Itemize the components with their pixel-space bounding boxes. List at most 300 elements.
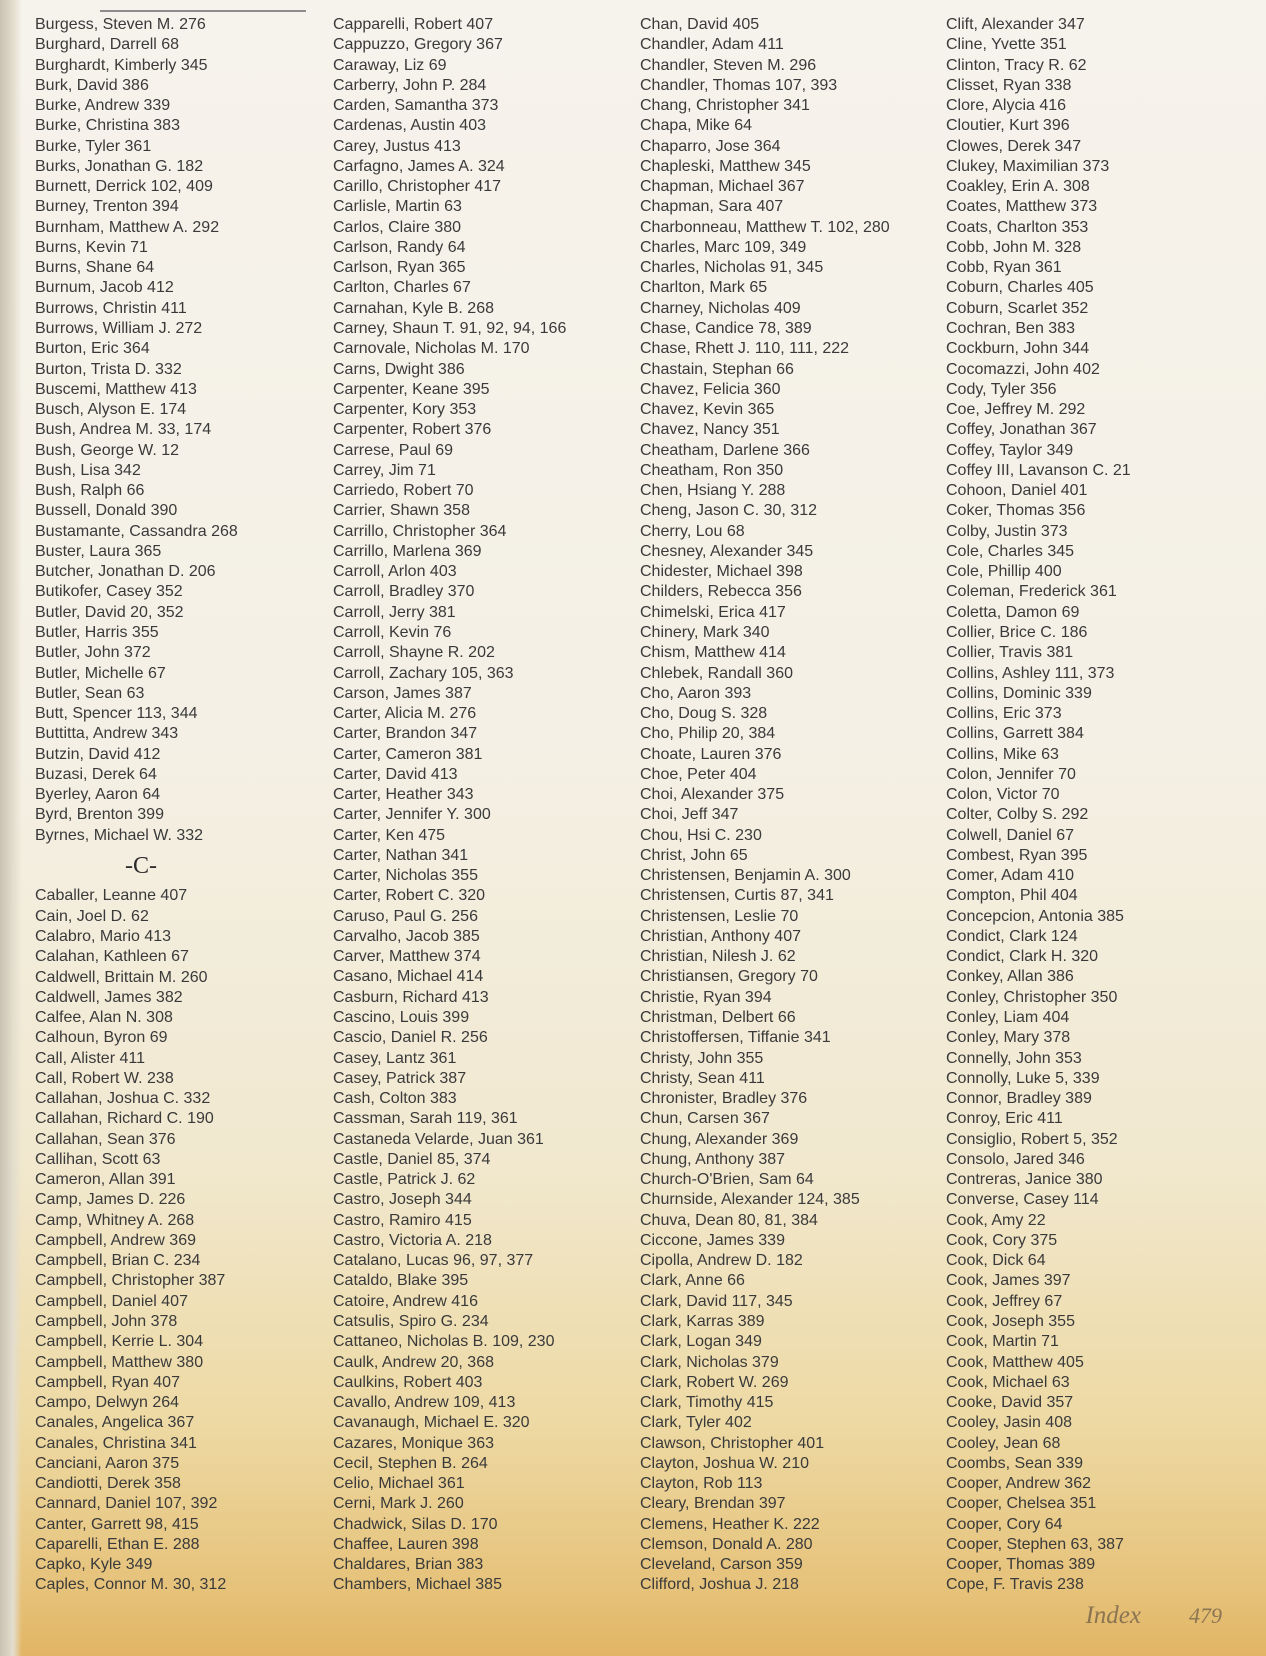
index-entry: Burney, Trenton 394	[35, 198, 179, 216]
index-entry: Butler, David 20, 352	[35, 603, 184, 621]
index-entry: Clift, Alexander 347	[946, 16, 1085, 33]
index-entry: Carpenter, Kory 353	[333, 401, 477, 419]
index-entry: Choi, Jeff 347	[640, 806, 739, 824]
index-entry: Carnahan, Kyle B. 268	[333, 299, 494, 317]
index-entry: Callahan, Joshua C. 332	[35, 1090, 211, 1108]
index-entry: Caldwell, James 382	[35, 988, 183, 1006]
index-entry: Butler, Michelle 67	[35, 664, 166, 682]
index-entry: Cooley, Jean 68	[946, 1434, 1061, 1452]
index-entry: Cherry, Lou 68	[640, 522, 745, 540]
index-entry: Campbell, Christopher 387	[35, 1272, 226, 1290]
index-entry: Clark, David 117, 345	[640, 1292, 793, 1310]
index-entry: Cleary, Brendan 397	[640, 1495, 786, 1513]
index-entry: Carrillo, Christopher 364	[333, 522, 507, 540]
index-entry: Chronister, Bradley 376	[640, 1090, 808, 1108]
index-entry: Chung, Anthony 387	[640, 1150, 786, 1168]
index-entry: Coburn, Scarlet 352	[946, 299, 1089, 317]
index-entry: Cook, Joseph 355	[946, 1313, 1075, 1330]
index-entry: Butcher, Jonathan D. 206	[35, 563, 216, 581]
index-entry: Carlos, Claire 380	[333, 218, 462, 236]
index-entry: Carrier, Shawn 358	[333, 502, 470, 520]
index-entry: Chavez, Felicia 360	[640, 380, 781, 398]
index-entry: Carrillo, Marlena 369	[333, 542, 482, 560]
index-entry: Chandler, Adam 411	[640, 36, 784, 54]
index-entry: Coffey, Jonathan 367	[946, 421, 1097, 439]
index-entry: Clark, Tyler 402	[640, 1414, 752, 1432]
index-entry: Conley, Christopher 350	[946, 988, 1118, 1006]
index-entry: Camp, Whitney A. 268	[35, 1211, 195, 1229]
index-entry: Clemens, Heather K. 222	[640, 1515, 820, 1533]
index-entry: Carter, Robert C. 320	[333, 887, 486, 905]
index-entry: Caulkins, Robert 403	[333, 1373, 483, 1391]
page-footer	[1085, 1602, 1222, 1630]
index-entry: Butzin, David 412	[35, 745, 161, 763]
index-entry: Chidester, Michael 398	[640, 563, 803, 581]
index-entry: Carter, Nicholas 355	[333, 867, 478, 885]
index-entry: Cho, Aaron 393	[640, 684, 752, 702]
index-entry: Chapleski, Matthew 345	[640, 157, 811, 175]
index-entry: Colwell, Daniel 67	[946, 826, 1075, 844]
index-entry: Carroll, Shayne R. 202	[333, 644, 495, 662]
index-entry: Burrows, William J. 272	[35, 319, 203, 337]
index-entry: Burks, Jonathan G. 182	[35, 157, 204, 175]
index-entry: Cook, Dick 64	[946, 1252, 1046, 1270]
index-entry: Condict, Clark H. 320	[946, 948, 1099, 966]
index-entry: Call, Alister 411	[35, 1049, 145, 1067]
index-entry: Carriedo, Robert 70	[333, 482, 474, 500]
index-entry: Coates, Matthew 373	[946, 198, 1098, 216]
index-entry: Bush, Lisa 342	[35, 461, 141, 479]
index-entry: Collier, Brice C. 186	[946, 623, 1088, 641]
index-entry: Burnett, Derrick 102, 409	[35, 178, 213, 196]
index-entry: Cheatham, Darlene 366	[640, 441, 810, 459]
index-entry: Conley, Liam 404	[946, 1009, 1070, 1027]
index-entry: Carlson, Ryan 365	[333, 259, 466, 277]
index-entry: Chandler, Thomas 107, 393	[640, 76, 838, 94]
index-entry: Buttitta, Andrew 343	[35, 725, 179, 743]
index-entry: Collins, Eric 373	[946, 705, 1062, 723]
index-entry: Chan, David 405	[640, 16, 760, 33]
index-column-3	[640, 15, 940, 1596]
index-entry: Carter, Ken 475	[333, 826, 446, 844]
index-entry: Chaparro, Jose 364	[640, 137, 781, 155]
index-entry: Burnum, Jacob 412	[35, 279, 174, 297]
index-entry: Carvalho, Jacob 385	[333, 927, 480, 945]
index-entry: Comer, Adam 410	[946, 867, 1075, 885]
index-entry: Coffey, Taylor 349	[946, 441, 1074, 459]
index-entry: Chambers, Michael 385	[333, 1576, 502, 1594]
index-column-4	[946, 15, 1246, 1596]
index-entry: Carroll, Bradley 370	[333, 583, 475, 601]
index-entry: Christoffersen, Tiffanie 341	[640, 1029, 831, 1047]
index-entry: Collins, Ashley 111, 373	[946, 664, 1115, 682]
index-entry: Celio, Michael 361	[333, 1475, 465, 1493]
index-entry: Butler, Harris 355	[35, 623, 159, 641]
index-entry: Canciani, Aaron 375	[35, 1454, 180, 1472]
index-entry: Christy, Sean 411	[640, 1069, 765, 1087]
index-entry: Concepcion, Antonia 385	[946, 907, 1124, 925]
index-entry: Bush, George W. 12	[35, 441, 180, 459]
index-entry: Cope, F. Travis 238	[946, 1576, 1084, 1594]
index-entry: Cho, Doug S. 328	[640, 705, 768, 723]
index-entry: Cole, Phillip 400	[946, 563, 1062, 581]
index-entry: Cecil, Stephen B. 264	[333, 1454, 488, 1472]
index-entry: Carter, David 413	[333, 765, 458, 783]
index-entry: Clemson, Donald A. 280	[640, 1535, 813, 1553]
index-entry: Clukey, Maximilian 373	[946, 157, 1110, 175]
index-entry: Catsulis, Spiro G. 234	[333, 1313, 489, 1330]
index-entry: Cheatham, Ron 350	[640, 461, 784, 479]
index-entry: Coleman, Frederick 361	[946, 583, 1117, 601]
index-entry: Charles, Marc 109, 349	[640, 238, 807, 256]
index-entry: Byerley, Aaron 64	[35, 786, 161, 804]
index-entry: Chang, Christopher 341	[640, 97, 810, 115]
index-entry: Busch, Alyson E. 174	[35, 401, 187, 419]
index-entry: Collier, Travis 381	[946, 644, 1074, 662]
index-entry: Cooper, Andrew 362	[946, 1475, 1091, 1493]
index-entry: Coker, Thomas 356	[946, 502, 1086, 520]
index-entry: Casburn, Richard 413	[333, 988, 489, 1006]
index-entry: Colby, Justin 373	[946, 522, 1068, 540]
index-entry: Cappuzzo, Gregory 367	[333, 36, 503, 54]
index-entry: Combest, Ryan 395	[946, 846, 1088, 864]
index-entry: Burghardt, Kimberly 345	[35, 56, 208, 74]
index-entry: Churnside, Alexander 124, 385	[640, 1191, 860, 1209]
index-entry: Castro, Joseph 344	[333, 1191, 472, 1209]
index-entry: Coletta, Damon 69	[946, 603, 1080, 621]
page-binding-shadow	[0, 0, 22, 1656]
index-entry: Carter, Alicia M. 276	[333, 705, 477, 723]
footer-label: Index	[1085, 1602, 1141, 1629]
index-entry: Connor, Bradley 389	[946, 1090, 1092, 1108]
index-entry: Cooke, David 357	[946, 1394, 1074, 1412]
index-entry: Callahan, Sean 376	[35, 1130, 176, 1148]
index-entry: Burton, Eric 364	[35, 340, 150, 358]
index-entry: Contreras, Janice 380	[946, 1171, 1103, 1189]
index-entry: Collins, Garrett 384	[946, 725, 1084, 743]
page-number: 479	[1189, 1603, 1222, 1628]
index-entry: Clayton, Rob 113	[640, 1475, 763, 1493]
index-entry: Carey, Justus 413	[333, 137, 461, 155]
index-entry: Carroll, Zachary 105, 363	[333, 664, 514, 682]
index-entry: Chen, Hsiang Y. 288	[640, 482, 786, 500]
index-entry: Chimelski, Erica 417	[640, 603, 786, 621]
index-entry: Carney, Shaun T. 91, 92, 94, 166	[333, 319, 567, 337]
index-entry: Burton, Trista D. 332	[35, 360, 182, 378]
index-entry: Colon, Jennifer 70	[946, 765, 1076, 783]
index-entry: Chavez, Nancy 351	[640, 421, 780, 439]
index-entry: Cain, Joel D. 62	[35, 907, 149, 925]
index-entry: Buscemi, Matthew 413	[35, 380, 197, 398]
index-entry: Chase, Rhett J. 110, 111, 222	[640, 340, 850, 358]
index-entry: Cook, Cory 375	[946, 1231, 1058, 1249]
index-entry: Choi, Alexander 375	[640, 786, 785, 804]
index-entry: Cockburn, John 344	[946, 340, 1090, 358]
index-entry: Cattaneo, Nicholas B. 109, 230	[333, 1333, 555, 1351]
index-entry: Carfagno, James A. 324	[333, 157, 505, 175]
index-entry: Canales, Christina 341	[35, 1434, 197, 1452]
index-entry: Chapa, Mike 64	[640, 117, 753, 135]
index-entry: Castro, Ramiro 415	[333, 1211, 472, 1229]
index-entry: Cooper, Thomas 389	[946, 1556, 1096, 1574]
index-entry: Charbonneau, Matthew T. 102, 280	[640, 218, 890, 236]
index-entry: Cameron, Allan 391	[35, 1171, 176, 1189]
index-entry: Cascino, Louis 399	[333, 1009, 470, 1027]
index-entry: Chaldares, Brian 383	[333, 1556, 484, 1574]
index-entry: Callahan, Richard C. 190	[35, 1110, 214, 1128]
section-letter-heading: -C-	[125, 852, 157, 879]
index-entry: Christensen, Curtis 87, 341	[640, 887, 834, 905]
index-entry: Calfee, Alan N. 308	[35, 1009, 173, 1027]
index-entry: Carter, Nathan 341	[333, 846, 469, 864]
index-entry: Chung, Alexander 369	[640, 1130, 799, 1148]
index-entry: Christ, John 65	[640, 846, 748, 864]
index-entry: Cloutier, Kurt 396	[946, 117, 1070, 135]
index-entry: Connolly, Luke 5, 339	[946, 1069, 1100, 1087]
index-entry: Coffey III, Lavanson C. 21	[946, 461, 1131, 479]
index-entry: Clark, Karras 389	[640, 1313, 765, 1330]
index-entry: Cavallo, Andrew 109, 413	[333, 1394, 516, 1412]
index-entry: Christiansen, Gregory 70	[640, 968, 818, 986]
index-entry: Clifford, Joshua J. 218	[640, 1576, 799, 1594]
index-entry: Carpenter, Robert 376	[333, 421, 492, 439]
index-entry: Clark, Nicholas 379	[640, 1353, 779, 1371]
index-entry: Church-O'Brien, Sam 64	[640, 1171, 814, 1189]
index-entry: Caulk, Andrew 20, 368	[333, 1353, 494, 1371]
index-entry: Carlson, Randy 64	[333, 238, 466, 256]
index-entry: Cataldo, Blake 395	[333, 1272, 469, 1290]
index-entry: Chapman, Michael 367	[640, 178, 805, 196]
index-entry: Chun, Carsen 367	[640, 1110, 770, 1128]
index-entry: Cocomazzi, John 402	[946, 360, 1100, 378]
index-entry: Coombs, Sean 339	[946, 1454, 1083, 1472]
index-column-2	[333, 15, 633, 1596]
index-entry: Cassman, Sarah 119, 361	[333, 1110, 518, 1128]
index-entry: Carson, James 387	[333, 684, 472, 702]
index-entry: Collins, Mike 63	[946, 745, 1059, 763]
index-entry: Castle, Daniel 85, 374	[333, 1150, 491, 1168]
index-entry: Carlisle, Martin 63	[333, 198, 462, 216]
index-entry: Cooley, Jasin 408	[946, 1414, 1072, 1432]
index-entry: Cooper, Chelsea 351	[946, 1495, 1097, 1513]
index-entry: Carter, Heather 343	[333, 786, 474, 804]
index-entry: Converse, Casey 114	[946, 1191, 1099, 1209]
index-entry: Burns, Shane 64	[35, 259, 155, 277]
index-entry: Calabro, Mario 413	[35, 927, 172, 945]
index-entry: Buster, Laura 365	[35, 542, 162, 560]
index-entry: Burghard, Darrell 68	[35, 36, 180, 54]
index-column-1	[35, 15, 335, 1596]
index-entry: Cerni, Mark J. 260	[333, 1495, 464, 1513]
index-entry: Catalano, Lucas 96, 97, 377	[333, 1252, 534, 1270]
index-entry: Christman, Delbert 66	[640, 1009, 796, 1027]
index-entry: Cole, Charles 345	[946, 542, 1075, 560]
index-entry: Cash, Colton 383	[333, 1090, 457, 1108]
index-entry: Cobb, Ryan 361	[946, 259, 1062, 277]
index-entry: Burrows, Christin 411	[35, 299, 187, 317]
index-entry: Calahan, Kathleen 67	[35, 948, 189, 966]
index-entry: Candiotti, Derek 358	[35, 1475, 181, 1493]
index-entry: Castaneda Velarde, Juan 361	[333, 1130, 544, 1148]
index-entry: Burke, Tyler 361	[35, 137, 152, 155]
index-entry: Cook, James 397	[946, 1272, 1071, 1290]
index-entry: Choate, Lauren 376	[640, 745, 782, 763]
index-entry: Cody, Tyler 356	[946, 380, 1057, 398]
index-entry: Clark, Robert W. 269	[640, 1373, 789, 1391]
index-entry: Cohoon, Daniel 401	[946, 482, 1088, 500]
index-entry: Chadwick, Silas D. 170	[333, 1515, 498, 1533]
index-entry: Clinton, Tracy R. 62	[946, 56, 1087, 74]
index-entry: Campbell, Daniel 407	[35, 1292, 188, 1310]
index-entry: Choe, Peter 404	[640, 765, 757, 783]
index-entry: Catoire, Andrew 416	[333, 1292, 478, 1310]
index-entry: Clowes, Derek 347	[946, 137, 1082, 155]
index-entry: Conroy, Eric 411	[946, 1110, 1063, 1128]
index-entry: Colter, Colby S. 292	[946, 806, 1089, 824]
index-entry: Call, Robert W. 238	[35, 1069, 174, 1087]
index-entry: Campbell, Ryan 407	[35, 1373, 180, 1391]
index-entry: Cavanaugh, Michael E. 320	[333, 1414, 530, 1432]
index-entry: Charlton, Mark 65	[640, 279, 768, 297]
index-entry: Carter, Jennifer Y. 300	[333, 806, 491, 824]
index-entry: Clark, Timothy 415	[640, 1394, 774, 1412]
index-entry: Bush, Ralph 66	[35, 482, 145, 500]
index-entry: Chastain, Stephan 66	[640, 360, 794, 378]
index-entry: Cook, Matthew 405	[946, 1353, 1084, 1371]
index-entry: Capko, Kyle 349	[35, 1556, 153, 1574]
index-entry: Childers, Rebecca 356	[640, 583, 802, 601]
index-entry: Castro, Victoria A. 218	[333, 1231, 492, 1249]
index-entry: Camp, James D. 226	[35, 1191, 186, 1209]
index-entry: Chesney, Alexander 345	[640, 542, 814, 560]
index-entry: Casey, Lantz 361	[333, 1049, 457, 1067]
index-entry: Conley, Mary 378	[946, 1029, 1071, 1047]
index-entry: Caballer, Leanne 407	[35, 887, 188, 905]
index-entry: Colon, Victor 70	[946, 786, 1060, 804]
index-entry: Butler, Sean 63	[35, 684, 145, 702]
index-entry: Chuva, Dean 80, 81, 384	[640, 1211, 818, 1229]
index-entry: Cleveland, Carson 359	[640, 1556, 803, 1574]
index-entry: Caraway, Liz 69	[333, 56, 447, 74]
index-entry: Burke, Christina 383	[35, 117, 180, 135]
index-entry: Cipolla, Andrew D. 182	[640, 1252, 803, 1270]
index-entry: Bussell, Donald 390	[35, 502, 178, 520]
index-entry: Cook, Amy 22	[946, 1211, 1046, 1229]
index-entry: Ciccone, James 339	[640, 1231, 785, 1249]
index-entry: Christian, Anthony 407	[640, 927, 801, 945]
index-entry: Collins, Dominic 339	[946, 684, 1092, 702]
index-entry: Chapman, Sara 407	[640, 198, 784, 216]
index-entry: Carter, Cameron 381	[333, 745, 483, 763]
index-entry: Caparelli, Ethan E. 288	[35, 1535, 200, 1553]
index-entry: Callihan, Scott 63	[35, 1150, 161, 1168]
index-entry: Clark, Anne 66	[640, 1272, 745, 1290]
index-entry: Carter, Brandon 347	[333, 725, 478, 743]
index-entry: Chavez, Kevin 365	[640, 401, 775, 419]
index-entry: Campbell, John 378	[35, 1313, 178, 1331]
index-entry: Carroll, Arlon 403	[333, 563, 457, 581]
index-entry: Chaffee, Lauren 398	[333, 1535, 479, 1553]
index-entry: Byrnes, Michael W. 332	[35, 826, 204, 844]
index-entry: Bush, Andrea M. 33, 174	[35, 421, 212, 439]
index-entry: Chinery, Mark 340	[640, 623, 770, 641]
index-entry: Calhoun, Byron 69	[35, 1029, 168, 1047]
index-entry: Carns, Dwight 386	[333, 360, 465, 378]
index-entry: Cazares, Monique 363	[333, 1434, 494, 1452]
index-entry: Caruso, Paul G. 256	[333, 907, 478, 925]
index-entry: Clore, Alycia 416	[946, 97, 1067, 115]
index-entry: Charney, Nicholas 409	[640, 299, 801, 317]
top-rule	[100, 10, 306, 12]
index-entry: Connelly, John 353	[946, 1049, 1082, 1067]
index-entry: Campo, Delwyn 264	[35, 1394, 180, 1412]
index-entry: Cho, Philip 20, 384	[640, 725, 776, 743]
index-entry: Burnham, Matthew A. 292	[35, 218, 220, 236]
index-entry: Cline, Yvette 351	[946, 36, 1067, 54]
index-entry: Canter, Garrett 98, 415	[35, 1515, 199, 1533]
index-entry: Clark, Logan 349	[640, 1333, 762, 1351]
index-entry: Bustamante, Cassandra 268	[35, 522, 238, 540]
index-entry: Butler, John 372	[35, 644, 151, 662]
index-entry: Capparelli, Robert 407	[333, 16, 494, 33]
index-entry: Burke, Andrew 339	[35, 97, 171, 115]
index-entry: Casey, Patrick 387	[333, 1069, 467, 1087]
index-entry: Campbell, Brian C. 234	[35, 1252, 201, 1270]
index-entry: Carpenter, Keane 395	[333, 380, 490, 398]
index-entry: Cooper, Cory 64	[946, 1515, 1063, 1533]
index-entry: Christy, John 355	[640, 1049, 764, 1067]
index-entry: Chlebek, Randall 360	[640, 664, 793, 682]
index-entry: Conkey, Allan 386	[946, 968, 1074, 986]
index-entry: Clayton, Joshua W. 210	[640, 1454, 809, 1472]
index-entry: Carver, Matthew 374	[333, 948, 481, 966]
index-entry: Cannard, Daniel 107, 392	[35, 1495, 218, 1513]
index-entry: Cobb, John M. 328	[946, 238, 1082, 256]
index-entry: Campbell, Andrew 369	[35, 1231, 196, 1249]
index-entry: Burk, David 386	[35, 76, 149, 94]
index-entry: Caples, Connor M. 30, 312	[35, 1576, 227, 1594]
index-entry: Clisset, Ryan 338	[946, 76, 1072, 94]
index-entry: Cook, Jeffrey 67	[946, 1292, 1063, 1310]
index-entry: Casano, Michael 414	[333, 968, 484, 986]
index-entry: Charles, Nicholas 91, 345	[640, 259, 824, 277]
index-entry: Carnovale, Nicholas M. 170	[333, 340, 530, 358]
index-entry: Cascio, Daniel R. 256	[333, 1029, 488, 1047]
index-entry: Carillo, Christopher 417	[333, 178, 502, 196]
index-entry: Compton, Phil 404	[946, 887, 1078, 905]
index-entry: Butt, Spencer 113, 344	[35, 705, 198, 723]
index-entry: Coakley, Erin A. 308	[946, 178, 1090, 196]
index-entry: Cooper, Stephen 63, 387	[946, 1535, 1124, 1553]
index-entry: Christie, Ryan 394	[640, 988, 772, 1006]
index-entry: Condict, Clark 124	[946, 927, 1078, 945]
index-entry: Clawson, Christopher 401	[640, 1434, 825, 1452]
index-entry: Coburn, Charles 405	[946, 279, 1094, 297]
index-entry: Carrey, Jim 71	[333, 461, 436, 479]
index-entry: Carlton, Charles 67	[333, 279, 471, 297]
index-entry: Carden, Samantha 373	[333, 97, 499, 115]
index-entry: Caldwell, Brittain M. 260	[35, 968, 208, 986]
index-entry: Burns, Kevin 71	[35, 238, 148, 256]
index-entry: Carroll, Kevin 76	[333, 623, 452, 641]
index-entry: Campbell, Kerrie L. 304	[35, 1333, 204, 1351]
index-entry: Cook, Martin 71	[946, 1333, 1059, 1351]
index-entry: Consiglio, Robert 5, 352	[946, 1130, 1118, 1148]
index-entry: Coe, Jeffrey M. 292	[946, 401, 1086, 419]
index-entry: Castle, Patrick J. 62	[333, 1171, 476, 1189]
index-entry: Cochran, Ben 383	[946, 319, 1075, 337]
index-entry: Cook, Michael 63	[946, 1373, 1070, 1391]
